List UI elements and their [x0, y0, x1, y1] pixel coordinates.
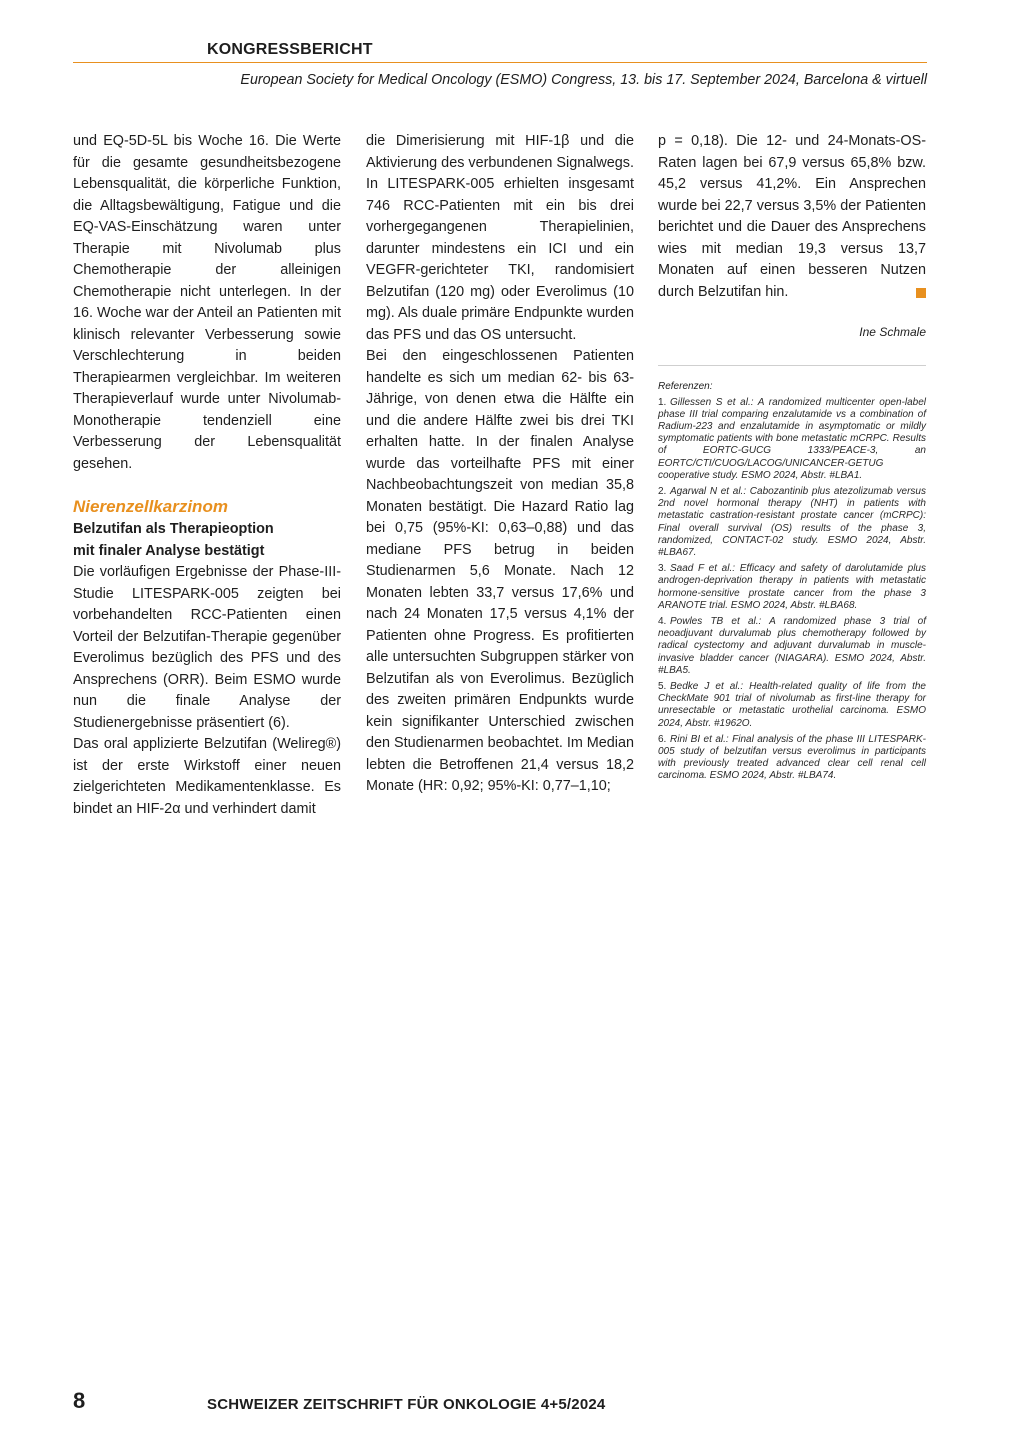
page-number: 8	[73, 1388, 86, 1413]
subtitle-line-1: Belzutifan als Therapieoption	[73, 521, 274, 537]
column-2	[366, 131, 634, 798]
reference-text: Agarwal N et al.: Cabozantinib plus atezolizumab versus 2nd novel hormonal therapy (NHT) in patients with metastatic castration-resistant prostate cancer (mCRPC): Final overall survival (OS) results of the phase 3, randomized, CONTACT-02 study. ESMO 2024, Abstr. #LBA67.	[658, 485, 926, 558]
reference-number: 4.	[658, 615, 667, 627]
references-list	[658, 397, 926, 783]
congress-line: European Society for Medical Oncology (ESMO) Congress, 13. bis 17. September 2024, Barcelona & virtuell	[240, 72, 927, 88]
reference-number: 5.	[658, 680, 667, 692]
author: Ine Schmale	[859, 325, 926, 339]
paragraph: Bei den eingeschlossenen Patienten handelte es sich um median 62- bis 63-Jährige, von denen etwa die Hälfte ein und die andere Hälfte zwei bis drei TKI erhalten hatte. In der finalen Analyse wurde das vorteilhafte PFS mit einer Nachbeobachtungszeit von median 35,8 Monaten bestätigt. Die Hazard Ratio lag bei 0,75 (95%-KI: 0,63–0,88) und das mediane PFS betrug in beiden Studienarmen 5,6 Monate. Nach 12 Monaten lebten 33,7 versus 17,6% und nach 24 Monaten 17,5 versus 4,1% der Patienten ohne Progress. Es profitierten alle untersuchten Subgruppen stärker von Belzutifan als von Everolimus. Bezüglich des zweiten primären Endpunkts wurde kein signifikanter Unterschied zwischen den Studienarmen beobachtet. Im Median lebten die Betroffenen 21,4 versus 18,2 Monate (HR: 0,92; 95%-KI: 0,77–1,10;	[366, 348, 634, 794]
reference-item	[658, 486, 926, 559]
reference-text: Gillessen S et al.: A randomized multicenter open-label phase III trial comparing enzalutamide vs a combination of Radium-223 and enzalutamide in asymptomatic or mildly symptomatic patients with bone metastatic mCRPC. Results of EORTC-GUCG 1333/PEACE-3, an EORTC/CTI/CUOG/LACOG/UNICANCER-GETUG cooperative study. ESMO 2024, Abstr. #LBA1.	[658, 396, 926, 481]
end-mark-icon	[916, 288, 926, 298]
reference-number: 6.	[658, 733, 667, 745]
section-heading: Nierenzellkarzinom	[73, 497, 228, 516]
reference-item	[658, 563, 926, 612]
section-label: KONGRESSBERICHT	[207, 41, 373, 58]
reference-item	[658, 397, 926, 482]
paragraph: Das oral applizierte Belzutifan (Welireg®) ist der erste Wirkstoff einer neuen zielgerichteten Medikamentenklasse. Es bindet an HIF-2α und verhindert damit	[73, 736, 341, 817]
reference-text: Bedke J et al.: Health-related quality of life from the CheckMate 901 trial of nivolumab as first-line therapy for unresectable or metastatic urothelial carcinoma. ESMO 2024, Abstr. #1962O.	[658, 680, 926, 729]
reference-text: Saad F et al.: Efficacy and safety of darolutamide plus androgen-deprivation therapy in patients with metastatic hormone-sensitive prostate cancer from the phase 3 ARANOTE trial. ESMO 2024, Abstr. #LBA68.	[658, 563, 926, 611]
paragraph: und EQ-5D-5L bis Woche 16. Die Werte für die gesamte gesundheitsbezogene Lebensqualität, die körperliche Funktion, die Alltagsbewältigung, Fatigue und die EQ-VAS-Einschätzung waren unter Therapie mit Nivolumab plus Chemotherapie der alleinigen Chemotherapie nicht unterlegen. In der 16. Woche war der Anteil an Patienten mit klinisch relevanter Verbesserung sowie Verschlechterung in beiden Therapiearmen vergleichbar. Im weiteren Therapieverlauf wurde unter Nivolumab-Monotherapie tendenziell eine Verbesserung der Lebensqualität gesehen.	[73, 133, 341, 472]
reference-number: 2.	[658, 485, 667, 497]
paragraph	[658, 131, 926, 303]
reference-text: Rini BI et al.: Final analysis of the phase III LITESPARK-005 study of belzutifan versus everolimus in participants with previously treated advanced clear cell renal cell carcinoma. ESMO 2024, Abstr. #LBA74.	[658, 733, 926, 782]
column-1	[73, 131, 341, 820]
subtitle-line-2: mit finaler Analyse bestätigt	[73, 542, 265, 559]
reference-number: 3.	[658, 563, 667, 575]
reference-item	[658, 681, 926, 730]
reference-text: Powles TB et al.: A randomized phase 3 trial of neoadjuvant durvalumab plus chemotherapy followed by radical cystectomy and adjuvant durvalumab in muscle-invasive bladder cancer (NIAGARA). ESMO 2024, Abstr. #LBA5.	[658, 615, 926, 676]
references-divider	[658, 365, 926, 366]
paragraph-text: p = 0,18). Die 12- und 24-Monats-OS-Raten lagen bei 67,9 versus 65,8% bzw. 45,2 versus 41,2%. Ein Ansprechen wurde bei 22,7 versus 3,5% der Patienten berichtet und die Dauer des Ansprechens wies mit median 19,3 versus 13,7 Monaten auf einen besseren Nutzen durch Belzutifan hin.	[658, 133, 926, 300]
references-title: Referenzen:	[658, 380, 713, 392]
column-3	[658, 131, 926, 783]
paragraph: die Dimerisierung mit HIF-1β und die Aktivierung des verbundenen Signalwegs. In LITESPARK-005 erhielten insgesamt 746 RCC-Patienten mit ein bis drei vorhergegangenen Therapielinien, darunter mindestens ein ICI und ein VEGFR-gerichteter TKI, randomisiert Belzutifan (120 mg) oder Everolimus (10 mg). Als duale primäre Endpunkte wurden das PFS und das OS untersucht.	[366, 133, 634, 343]
paragraph: Die vorläufigen Ergebnisse der Phase-III-Studie LITESPARK-005 zeigten bei vorbehandelten RCC-Patienten einen Vorteil der Belzutifan-Therapie gegenüber Everolimus bezüglich des PFS und des Ansprechens (ORR). Beim ESMO wurde nun die finale Analyse der Studienergebnisse präsentiert (6).	[73, 564, 341, 731]
reference-item	[658, 616, 926, 677]
reference-number: 1.	[658, 396, 667, 408]
journal-title: SCHWEIZER ZEITSCHRIFT FÜR ONKOLOGIE 4+5/2024	[207, 1396, 606, 1413]
header-divider	[73, 62, 927, 63]
reference-item	[658, 734, 926, 783]
